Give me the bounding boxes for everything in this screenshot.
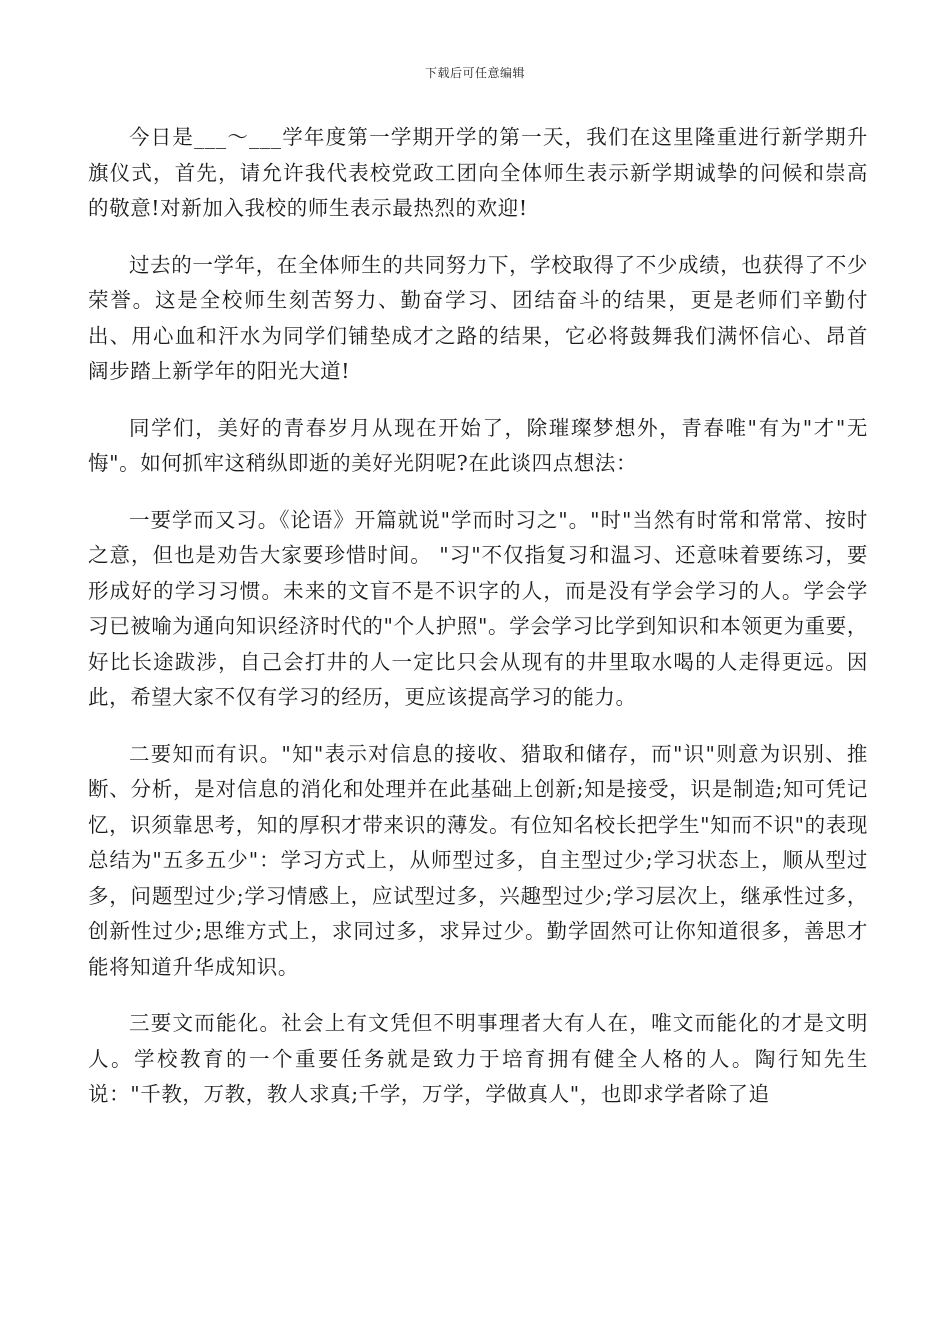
paragraph-point-two: 二要知而有识。"知"表示对信息的接收、猎取和储存，而"识"则意为识别、推断、分析，是对信息的消化和处理并在此基础上创新;知是接受，识是制造;知可凭记忆，识须靠思考，知的厚积才带来识的薄发。有位知名校长把学生"知而不识"的表现总结为"五多五少"：学习方式上，从师型过多，自主型过少;学习状态上，顺从型过多，问题型过少;学习情感上，应试型过多，兴趣型过少;学习层次上，继承性过多，创新性过少;思维方式上，求同过多，求异过少。勤学固然可让你知道很多，善思才能将知道升华成知识。	[88, 741, 868, 979]
page-header: 下载后可任意编辑	[424, 66, 525, 80]
paragraph-point-one: 一要学而又习。《论语》开篇就说"学而时习之"。"时"当然有时常和常常、按时之意，但也是劝告大家要珍惜时间。 "习"不仅指复习和温习、还意味着要练习，要形成好的学习习惯。未来的文盲不是不识字的人，而是没有学会学习的人。学会学习已被喻为通向知识经济时代的"个人护照"。学会学习比学到知识和本领更为重要，好比长途跋涉，自己会打井的人一定比只会从现有的井里取水喝的人走得更远。因此，希望大家不仅有学习的经历，更应该提高学习的能力。	[88, 507, 868, 709]
document-body	[88, 120, 868, 1134]
paragraph-youth: 同学们，美好的青春岁月从现在开始了，除璀璨梦想外，青春唯"有为"才"无悔"。如何抓牢这稍纵即逝的美好光阴呢?在此谈四点想法：	[88, 415, 868, 475]
paragraph-past-year: 过去的一学年，在全体师生的共同努力下，学校取得了不少成绩，也获得了不少荣誉。这是全校师生刻苦努力、勤奋学习、团结奋斗的结果，更是老师们辛勤付出、用心血和汗水为同学们铺垫成才之路的结果，它必将鼓舞我们满怀信心、昂首阔步踏上新学年的阳光大道!	[88, 252, 868, 383]
paragraph-point-three: 三要文而能化。社会上有文凭但不明事理者大有人在，唯文而能化的才是文明人。学校教育的一个重要任务就是致力于培育拥有健全人格的人。陶行知先生说："千教，万教，教人求真;千学，万学，学做真人"，也即求学者除了追	[88, 1011, 868, 1106]
paragraph-opening: 今日是___～___学年度第一学期开学的第一天，我们在这里隆重进行新学期升旗仪式，首先，请允许我代表校党政工团向全体师生表示新学期诚挚的问候和崇高的敬意!对新加入我校的师生表示最热烈的欢迎!	[88, 125, 868, 220]
